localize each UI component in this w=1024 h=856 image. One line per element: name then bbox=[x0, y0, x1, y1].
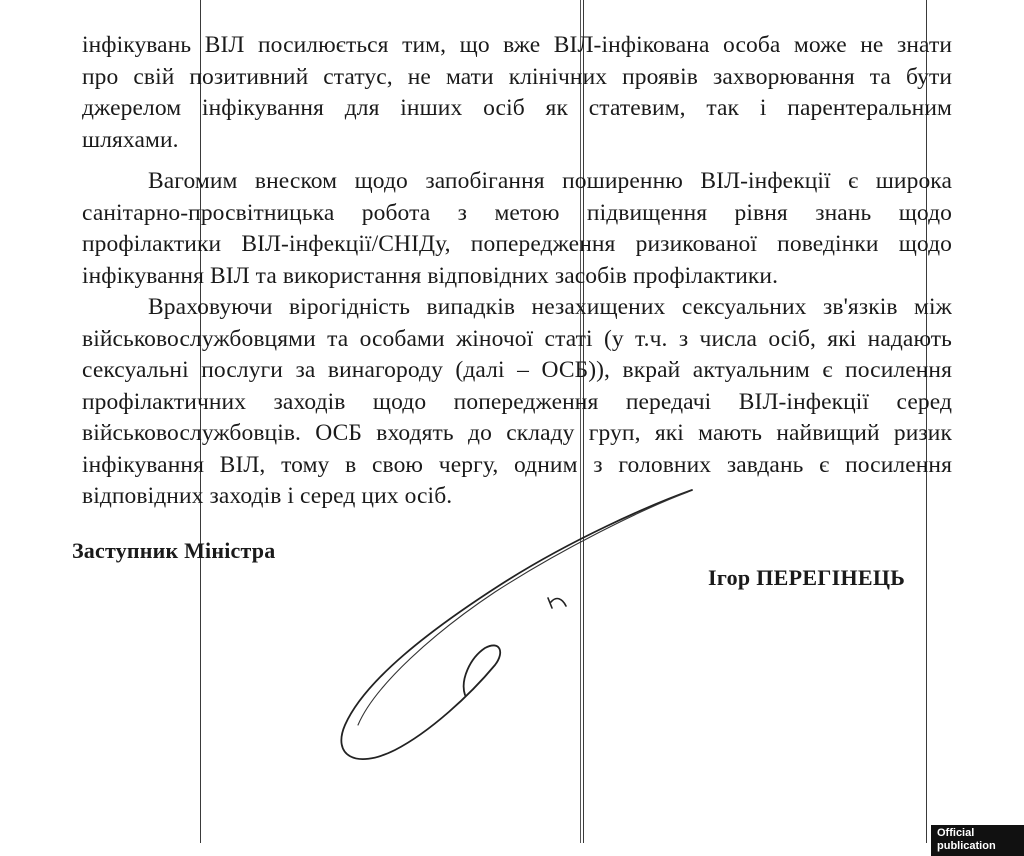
text-line: джерелом інфікування для інших осіб як статевим, так і парентеральним bbox=[82, 95, 952, 121]
signer-title: Заступник Міністра bbox=[72, 538, 276, 563]
text-line: інфікувань ВІЛ посилюється тим, що вже ВІЛ-інфікована особа може не знати bbox=[82, 32, 952, 58]
official-publication-badge: Official publication bbox=[931, 825, 1024, 856]
letter-body bbox=[82, 30, 952, 513]
text-line: шляхами. bbox=[82, 126, 179, 153]
text-line: профілактичних заходів щодо попередження передачі ВІЛ-інфекції серед bbox=[82, 388, 952, 415]
signer-name: Ігор ПЕРЕГІНЕЦЬ bbox=[708, 565, 906, 590]
text-line: Враховуючи вірогідність випадків незахищених сексуальних зв'язків між bbox=[148, 294, 952, 320]
text-line: сексуальні послуги за винагороду (далі – ОСБ)), вкрай актуальним є посилення bbox=[82, 357, 952, 383]
text-line: військовослужбовцями та особами жіночої статі (у т.ч. з числа осіб, які надають bbox=[82, 325, 952, 352]
text-line: профілактики ВІЛ-інфекції/СНІДу, попередження ризикованої поведінки щодо bbox=[82, 231, 952, 257]
text-line: військовослужбовців. ОСБ входять до складу груп, які мають найвищий ризик bbox=[82, 420, 952, 446]
handwritten-signature bbox=[320, 480, 720, 780]
paragraph bbox=[82, 166, 952, 292]
text-line: санітарно-просвітницька робота з метою підвищення рівня знань щодо bbox=[82, 199, 952, 226]
paragraph bbox=[82, 30, 952, 156]
text-line: про свій позитивний статус, не мати клінічних проявів захворювання та бути bbox=[82, 63, 952, 90]
text-line: Вагомим внеском щодо запобігання поширенню ВІЛ-інфекції є широка bbox=[148, 168, 952, 194]
text-line: інфікування ВІЛ та використання відповідних засобів профілактики. bbox=[82, 262, 779, 289]
text-line: інфікування ВІЛ, тому в свою чергу, одним з головних завдань є посилення bbox=[82, 451, 952, 478]
text-line: відповідних заходів і серед цих осіб. bbox=[82, 483, 453, 509]
